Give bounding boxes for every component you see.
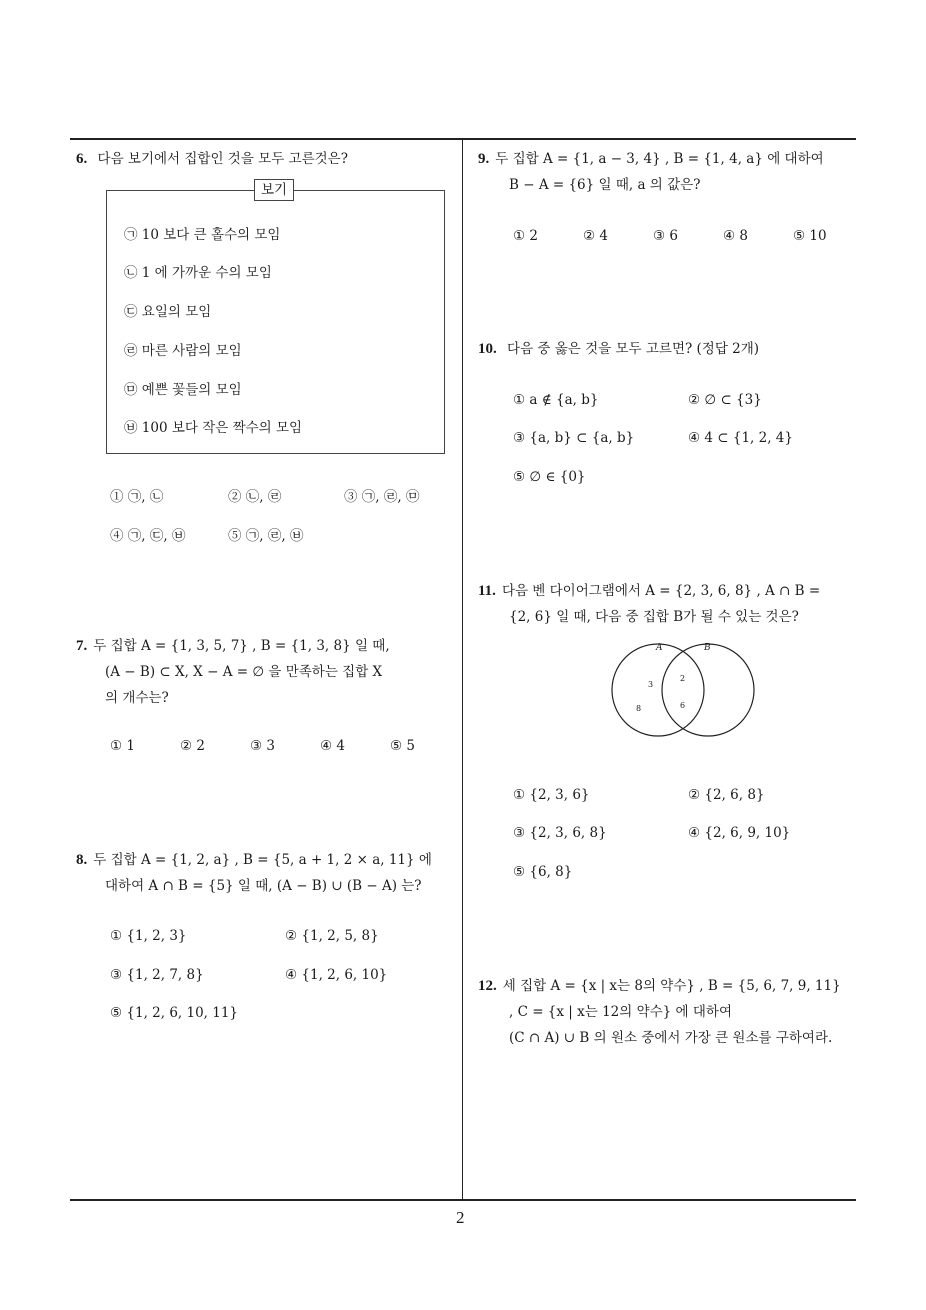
question-text-line: 의 개수는?	[105, 690, 169, 706]
page-number: 2	[456, 1208, 465, 1227]
question-12	[478, 973, 862, 1051]
choice-4[interactable]: ④ ㉠, ㉢, ㉥	[110, 528, 186, 544]
question-text-line: 대하여 A ∩ B = {5} 일 때, (A − B) ∪ (B − A) 는?	[105, 878, 422, 894]
choice-3[interactable]: ③ 6	[653, 228, 678, 244]
question-number: 10.	[478, 341, 497, 357]
question-text-line: 두 집합 A = {1, 2, a} , B = {5, a + 1, 2 × a, 11} 에	[93, 852, 432, 868]
example-item: ㉥ 100 보다 작은 짝수의 모임	[124, 420, 303, 436]
question-6	[76, 146, 448, 172]
example-item: ㉣ 마른 사람의 모임	[124, 343, 242, 359]
set-a-label: A	[656, 643, 663, 653]
choice-3[interactable]: ③ {2, 3, 6, 8}	[513, 825, 607, 841]
choice-5[interactable]: ⑤ 10	[793, 228, 827, 244]
choice-5[interactable]: ⑤ ㉠, ㉣, ㉥	[228, 528, 304, 544]
question-number: 12.	[478, 978, 497, 994]
choice-2[interactable]: ② ∅ ⊂ {3}	[688, 392, 762, 408]
bottom-rule	[70, 1199, 856, 1201]
question-text-line: 세 집합 A = {x | x는 8의 약수} , B = {5, 6, 7, 9, 11}	[502, 978, 841, 994]
set-b-circle	[662, 644, 754, 736]
question-9	[478, 146, 858, 198]
choice-2[interactable]: ② {1, 2, 5, 8}	[285, 928, 379, 944]
question-text-line: 두 집합 A = {1, a − 3, 4} , B = {1, 4, a} 에 대하여	[495, 151, 824, 167]
choice-1[interactable]: ① 2	[513, 228, 538, 244]
top-rule	[70, 138, 856, 140]
question-number: 7.	[76, 638, 88, 654]
choice-1[interactable]: ① {1, 2, 3}	[110, 928, 187, 944]
choice-4[interactable]: ④ 4	[320, 738, 345, 754]
question-text-line: , C = {x | x는 12의 약수} 에 대하여	[509, 1004, 733, 1020]
choice-5[interactable]: ⑤ 5	[390, 738, 415, 754]
question-text-line: {2, 6} 일 때, 다음 중 집합 B가 될 수 있는 것은?	[509, 609, 799, 625]
question-number: 6.	[76, 151, 88, 167]
column-divider	[462, 139, 463, 1201]
question-text-line: 두 집합 A = {1, 3, 5, 7} , B = {1, 3, 8} 일 때,	[93, 638, 390, 654]
question-text-line: (A − B) ⊂ X, X − A = ∅ 을 만족하는 집합 X	[105, 664, 383, 680]
example-item: ㉢ 요일의 모임	[124, 304, 212, 320]
question-text: 다음 보기에서 집합인 것을 모두 고른것은?	[97, 151, 348, 167]
choice-3[interactable]: ③ 3	[250, 738, 275, 754]
venn-diagram	[608, 640, 758, 742]
choice-2[interactable]: ② ㉡, ㉣	[228, 489, 282, 505]
choice-1[interactable]: ① 1	[110, 738, 135, 754]
choice-5[interactable]: ⑤ {1, 2, 6, 10, 11}	[110, 1005, 239, 1021]
example-item: ㉡ 1 에 가까운 수의 모임	[124, 265, 272, 281]
choice-3[interactable]: ③ ㉠, ㉣, ㉤	[344, 489, 420, 505]
question-text: 다음 중 옳은 것을 모두 고르면? (정답 2개)	[507, 341, 760, 357]
example-box-title: 보기	[254, 179, 294, 201]
choice-2[interactable]: ② {2, 6, 8}	[688, 787, 765, 803]
choice-1[interactable]: ① ㉠, ㉡	[110, 489, 164, 505]
venn-element: 3	[648, 680, 654, 689]
choice-5[interactable]: ⑤ ∅ ∈ {0}	[513, 469, 586, 485]
question-8	[76, 847, 460, 899]
choice-1[interactable]: ① {2, 3, 6}	[513, 787, 590, 803]
question-11	[478, 578, 862, 630]
example-item: ㉠ 10 보다 큰 홀수의 모임	[124, 227, 281, 243]
question-text-line: 다음 벤 다이어그램에서 A = {2, 3, 6, 8} , A ∩ B =	[501, 583, 821, 599]
choice-3[interactable]: ③ {a, b} ⊂ {a, b}	[513, 430, 635, 446]
choice-5[interactable]: ⑤ {6, 8}	[513, 864, 573, 880]
choice-4[interactable]: ④ 4 ⊂ {1, 2, 4}	[688, 430, 793, 446]
set-b-label: B	[704, 643, 711, 653]
choice-3[interactable]: ③ {1, 2, 7, 8}	[110, 967, 204, 983]
example-item: ㉤ 예쁜 꽃들의 모임	[124, 382, 242, 398]
question-number: 8.	[76, 852, 88, 868]
question-number: 9.	[478, 151, 490, 167]
choice-4[interactable]: ④ {2, 6, 9, 10}	[688, 825, 791, 841]
question-text-line: (C ∩ A) ∪ B 의 원소 중에서 가장 큰 원소를 구하여라.	[509, 1030, 833, 1046]
choice-4[interactable]: ④ {1, 2, 6, 10}	[285, 967, 388, 983]
venn-element: 6	[680, 701, 686, 710]
question-10	[478, 336, 858, 362]
set-a-circle	[612, 644, 704, 736]
choice-1[interactable]: ① a ∉ {a, b}	[513, 392, 599, 408]
venn-element: 2	[680, 674, 686, 683]
choice-2[interactable]: ② 2	[180, 738, 205, 754]
choice-4[interactable]: ④ 8	[723, 228, 748, 244]
choice-2[interactable]: ② 4	[583, 228, 608, 244]
question-text-line: B − A = {6} 일 때, a 의 값은?	[509, 177, 701, 193]
venn-element: 8	[636, 704, 642, 713]
question-number: 11.	[478, 583, 496, 599]
question-7	[76, 633, 456, 711]
